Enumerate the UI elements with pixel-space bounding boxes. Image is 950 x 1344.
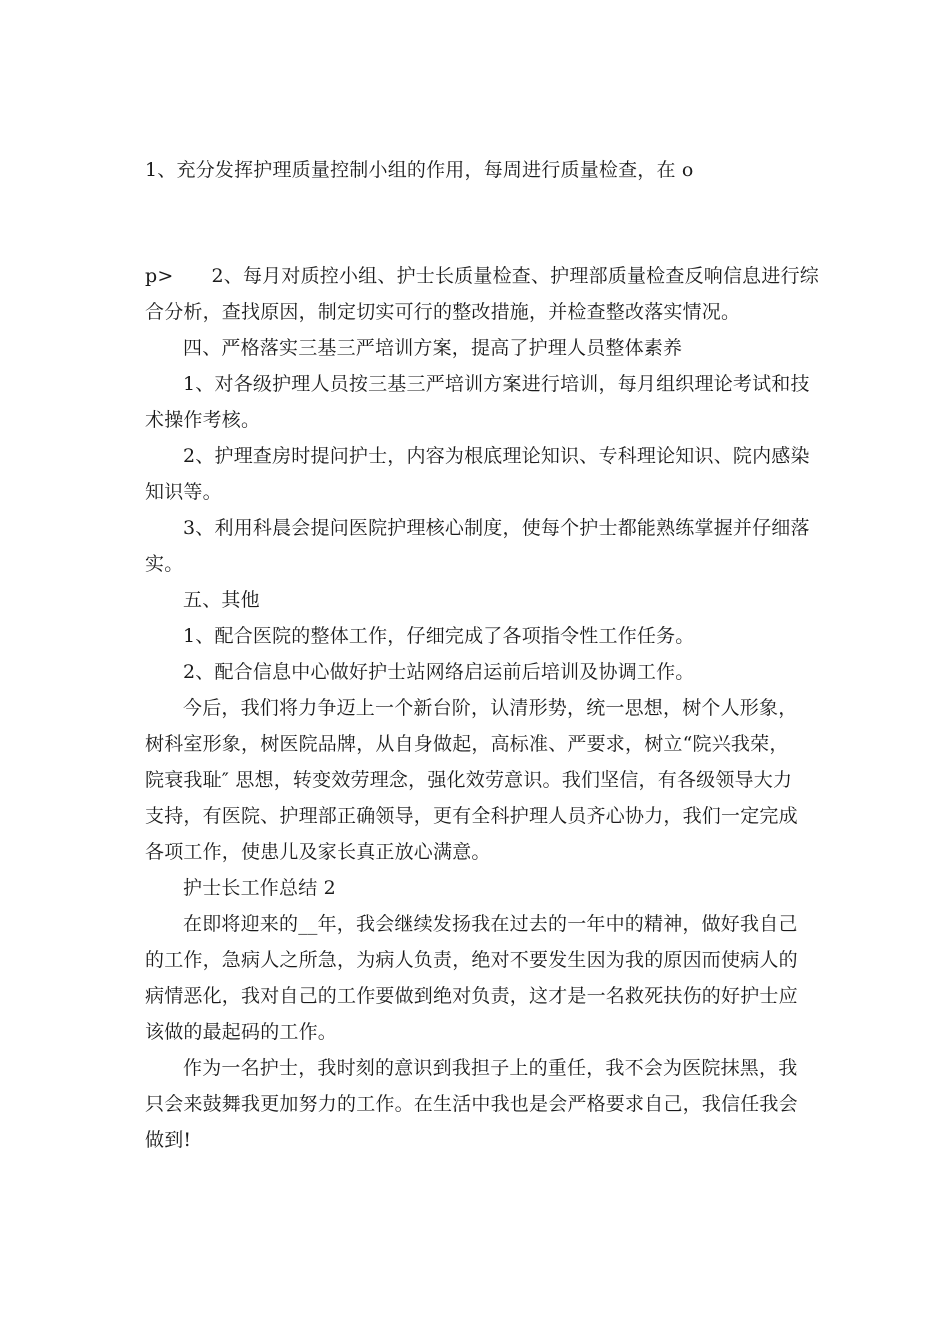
paragraph-line: 在即将迎来的__年，我会继续发扬我在过去的一年中的精神，做好我自己 <box>183 913 798 935</box>
paragraph-line: 树科室形象，树医院品牌，从自身做起，高标准、严要求，树立“院兴我荣， <box>145 733 789 755</box>
paragraph-line: 院衰我耻″ 思想，转变效劳理念，强化效劳意识。我们坚信，有各级领导大力 <box>145 769 793 791</box>
paragraph-line: 2、配合信息中心做好护士站网络启运前后培训及协调工作。 <box>183 661 695 683</box>
paragraph-line: 支持，有医院、护理部正确领导，更有全科护理人员齐心协力，我们一定完成 <box>145 805 798 827</box>
paragraph-line: 2、护理查房时提问护士，内容为根底理论知识、专科理论知识、院内感染 <box>183 445 810 467</box>
paragraph-line: 作为一名护士，我时刻的意识到我担子上的重任，我不会为医院抹黑，我 <box>183 1057 798 1079</box>
paragraph-line: 各项工作，使患儿及家长真正放心满意。 <box>145 841 491 863</box>
paragraph-line: 做到! <box>145 1129 192 1151</box>
stray-markup-text: p> <box>145 265 174 287</box>
paragraph-line: 1、配合医院的整体工作，仔细完成了各项指令性工作任务。 <box>183 625 695 647</box>
paragraph-line-text: 2、每月对质控小组、护士长质量检查、护理部质量检查反响信息进行综 <box>211 265 819 287</box>
paragraph-line: 病情恶化，我对自己的工作要做到绝对负责，这才是一名救死扶伤的好护士应 <box>145 985 798 1007</box>
paragraph-line: 知识等。 <box>145 481 222 503</box>
paragraph-line: 3、利用科晨会提问医院护理核心制度，使每个护士都能熟练掌握并仔细落 <box>183 517 810 539</box>
paragraph-line: 今后，我们将力争迈上一个新台阶，认清形势，统一思想，树个人形象， <box>183 697 798 719</box>
paragraph-line: 术操作考核。 <box>145 409 261 431</box>
paragraph-line: 只会来鼓舞我更加努力的工作。在生活中我也是会严格要求自己，我信任我会 <box>145 1093 798 1115</box>
section-heading: 五、其他 <box>183 589 260 611</box>
paragraph-line: 1、充分发挥护理质量控制小组的作用，每周进行质量检查，在 o <box>145 159 694 181</box>
paragraph-line: 1、对各级护理人员按三基三严培训方案进行培训，每月组织理论考试和技 <box>183 373 810 395</box>
paragraph-line: 的工作，急病人之所急，为病人负责，绝对不要发生因为我的原因而使病人的 <box>145 949 798 971</box>
paragraph-line <box>145 264 819 288</box>
paragraph-line: 该做的最起码的工作。 <box>145 1021 338 1043</box>
section-heading: 四、严格落实三基三严培训方案，提高了护理人员整体素养 <box>183 337 683 359</box>
paragraph-line: 实。 <box>145 553 184 575</box>
paragraph-line: 合分析，查找原因，制定切实可行的整改措施，并检查整改落实情况。 <box>145 301 741 323</box>
article-title: 护士长工作总结 2 <box>183 877 336 899</box>
